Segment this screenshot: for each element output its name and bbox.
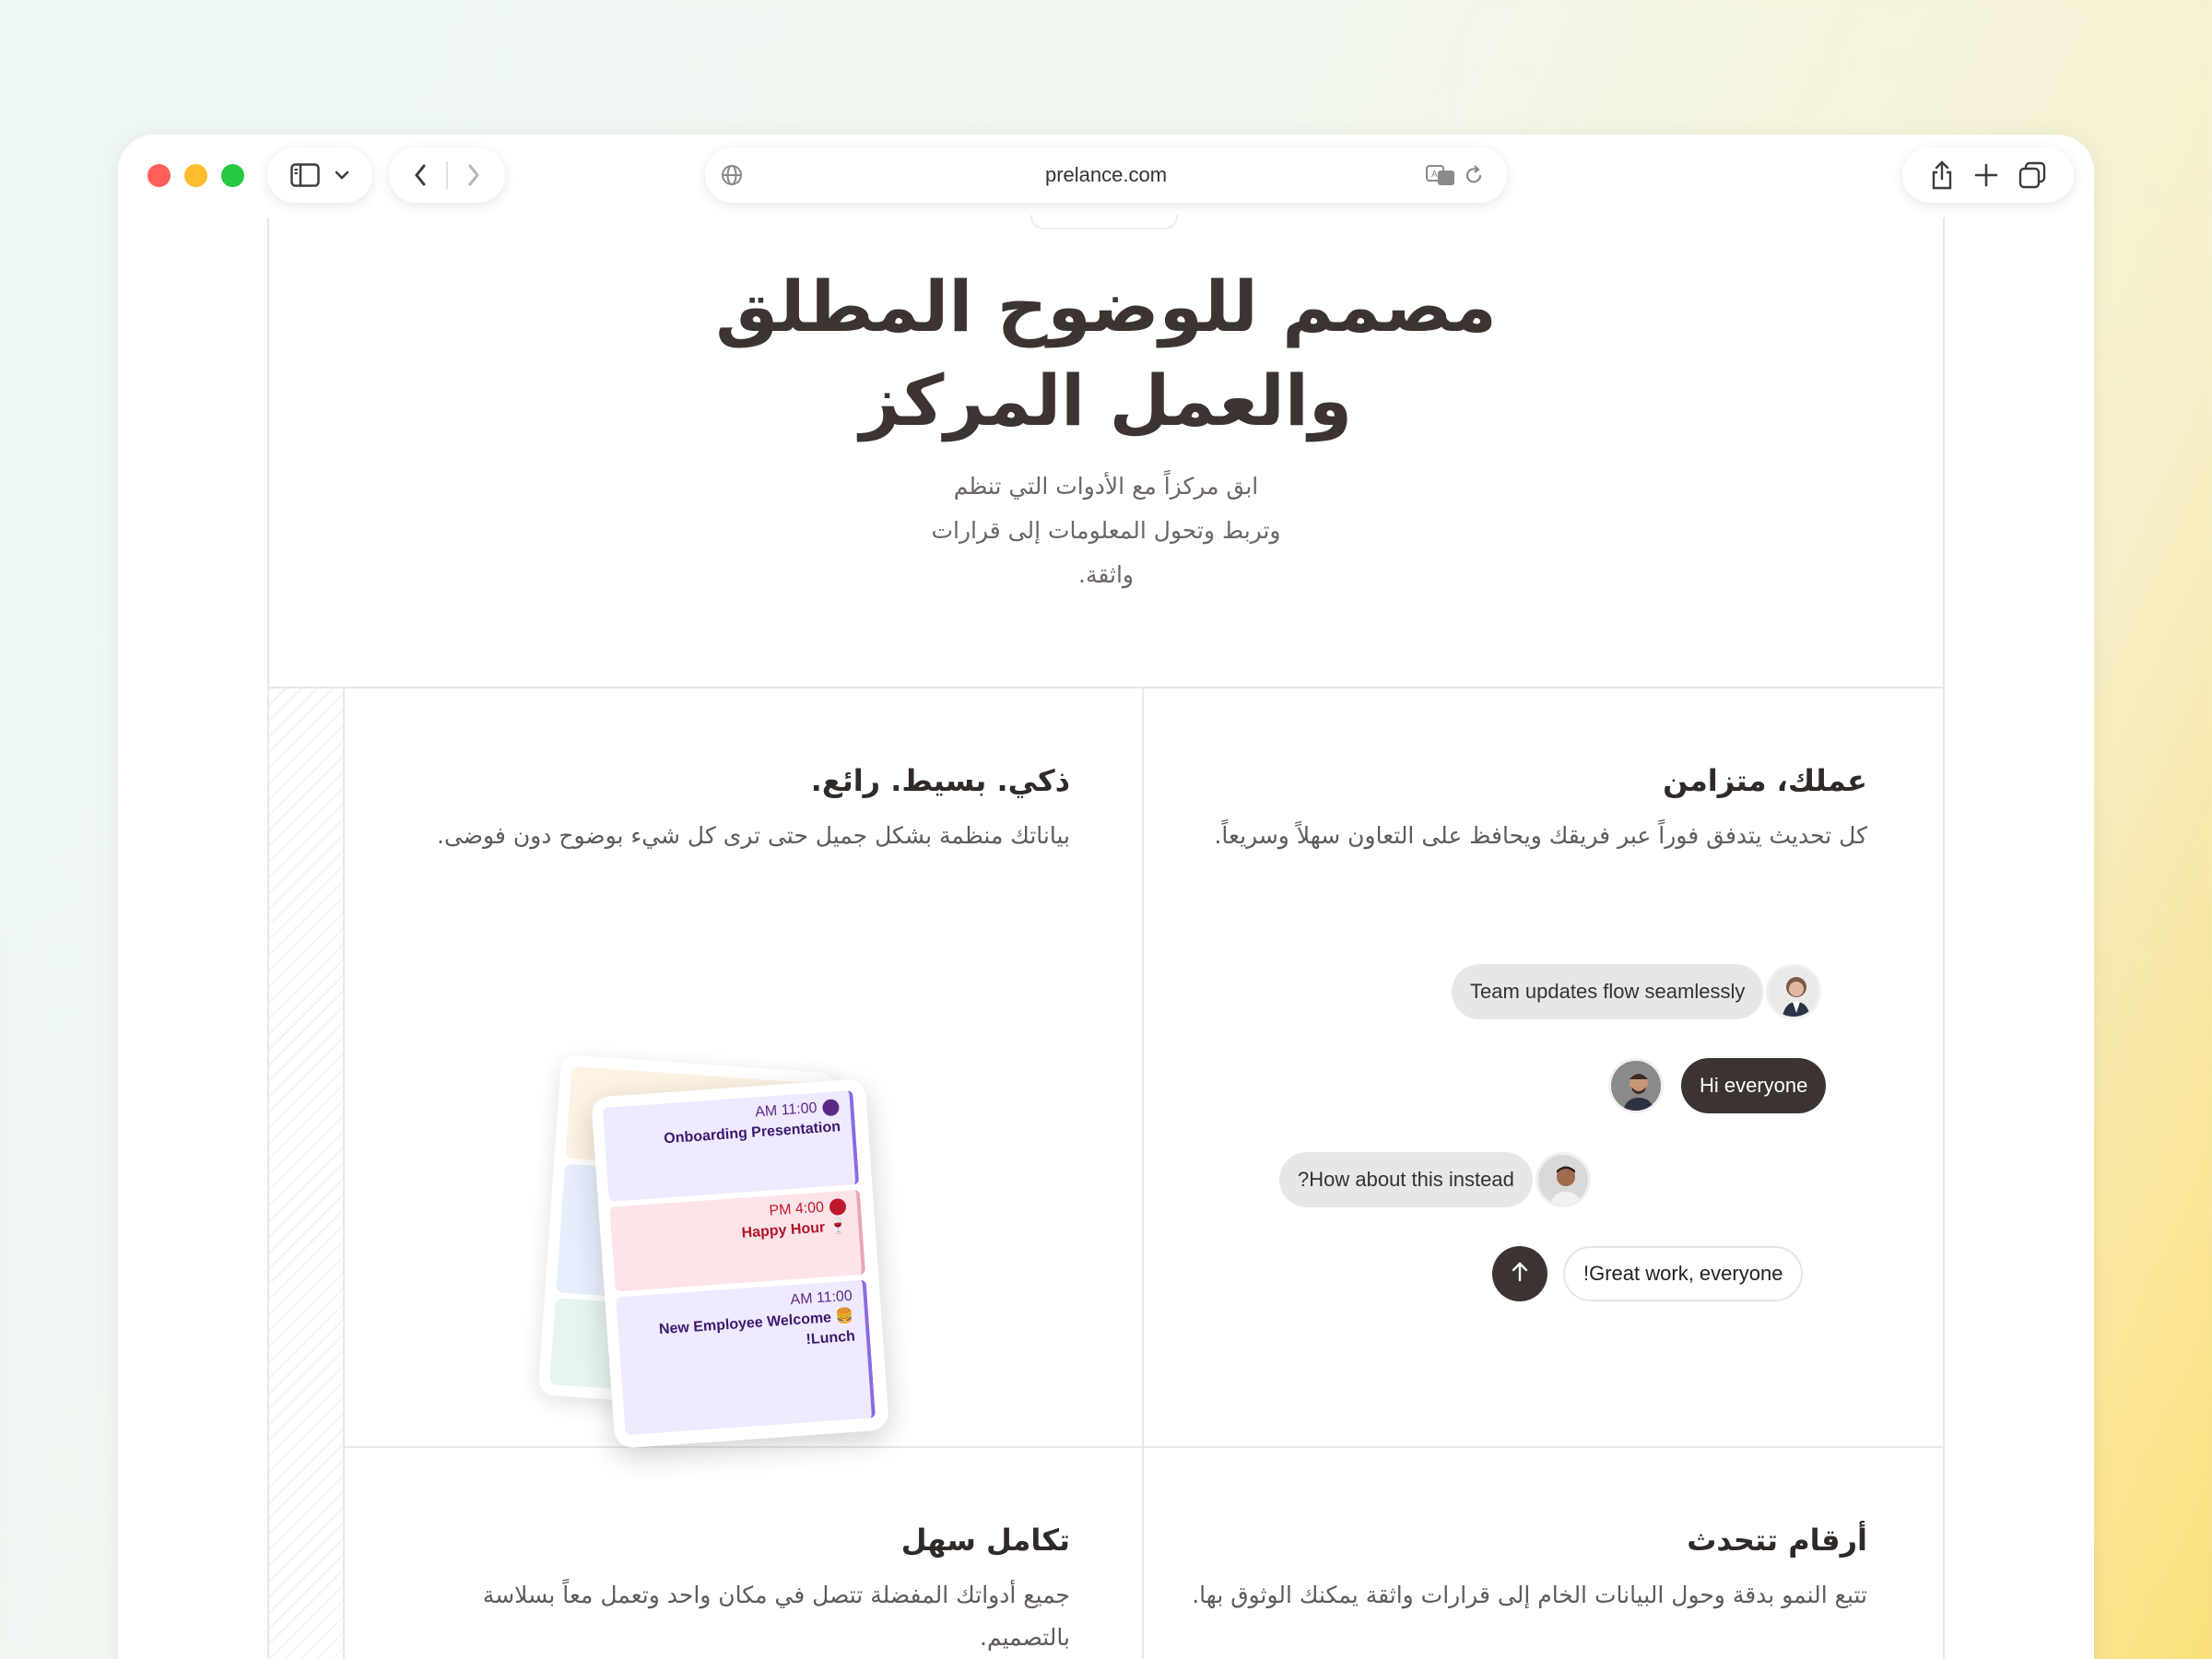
event-time: AM 11:00 [790,1288,853,1309]
calendar-icon [829,1198,846,1216]
event-time: PM 4:00 [768,1199,825,1219]
chat-message: Hi everyone [1681,1058,1826,1113]
share-icon[interactable] [1930,160,1954,190]
card-text-integration: جميع أدواتك المفضلة تتصل في مكان واحد وتعمل معاً بسلاسة بالتصميم. [482,1582,1070,1651]
browser-toolbar [118,135,2094,218]
grid-divider-middle [1142,688,1144,1659]
new-tab-icon[interactable] [1974,163,1998,187]
chat-message: Team updates flow seamlessly [1452,964,1763,1019]
chat-message: ?How about this instead [1279,1152,1533,1207]
card-title-smart: ذكي. بسيط. رائع. [810,763,1070,798]
url-text[interactable]: prelance.com [1044,163,1168,186]
calendar-card [591,1078,889,1449]
address-bar-actions [1426,163,1485,187]
hero-title: مصمم للوضوح المطلق والعمل المركز [715,265,1497,441]
event-title: Happy Hour 🍷 [741,1218,849,1241]
section-divider [267,687,1945,688]
nav-divider [446,161,448,189]
back-icon[interactable] [400,164,441,186]
tab-overview-icon[interactable] [2018,161,2046,189]
card-text-smart: بياناتك منظمة بشكل جميل حتى ترى كل شيء بوضوح دون فوضى. [437,822,1070,849]
calendar-event[interactable] [616,1280,876,1436]
avatar [1535,1152,1591,1207]
sidebar-icon[interactable] [290,163,320,187]
sidebar-toggle-group [267,147,372,203]
grid-divider-row [343,1446,1945,1448]
close-window-button[interactable] [147,164,171,187]
badge-placeholder [1030,215,1178,229]
arrow-up-icon [1510,1261,1530,1287]
chevron-down-icon[interactable] [335,171,349,180]
grid-divider-left [343,688,345,1659]
card-text-numbers: تتبع النمو بدقة وحول البيانات الخام إلى قرارات واثقة يمكنك الوثوق بها. [1192,1582,1867,1608]
address-bar[interactable] [705,147,1507,203]
event-time: AM 11:00 [754,1100,818,1121]
translate-icon[interactable] [1426,163,1455,187]
forward-icon[interactable] [453,164,494,186]
card-text-sync: كل تحديث يتدفق فوراً عبر فريقك ويحافظ على التعاون سهلاً وسريعاً. [1214,822,1867,849]
window-actions-group [1902,147,2074,203]
navigation-group [389,147,505,203]
calendar-icon [822,1099,840,1116]
avatar [1766,964,1821,1019]
calendar-event[interactable] [609,1190,865,1292]
browser-window [118,135,2094,1659]
page-frame [267,218,1945,1659]
event-title: Onboarding Presentation [663,1119,841,1147]
globe-icon [720,163,744,191]
message-input[interactable]: !Great work, everyone [1563,1246,1803,1301]
event-title: New Employee Welcome 🍔 !Lunch [658,1308,856,1348]
maximize-window-button[interactable] [221,164,244,187]
hero-subtitle: ابق مركزاً مع الأدوات التي تنظم وتربط وتحول المعلومات إلى قرارات واثقة. [931,473,1281,588]
card-title-sync: عملك، متزامن [1663,763,1867,798]
hatched-margin [269,688,343,1659]
card-title-numbers: أرقام تتحدث [1687,1523,1867,1558]
send-button[interactable] [1492,1246,1547,1301]
avatar [1608,1058,1664,1113]
calendar-event[interactable] [603,1090,859,1202]
card-title-integration: تكامل سهل [900,1523,1070,1558]
reload-icon[interactable] [1463,163,1485,187]
minimize-window-button[interactable] [184,164,207,187]
svg-text:A: A [1431,170,1438,180]
